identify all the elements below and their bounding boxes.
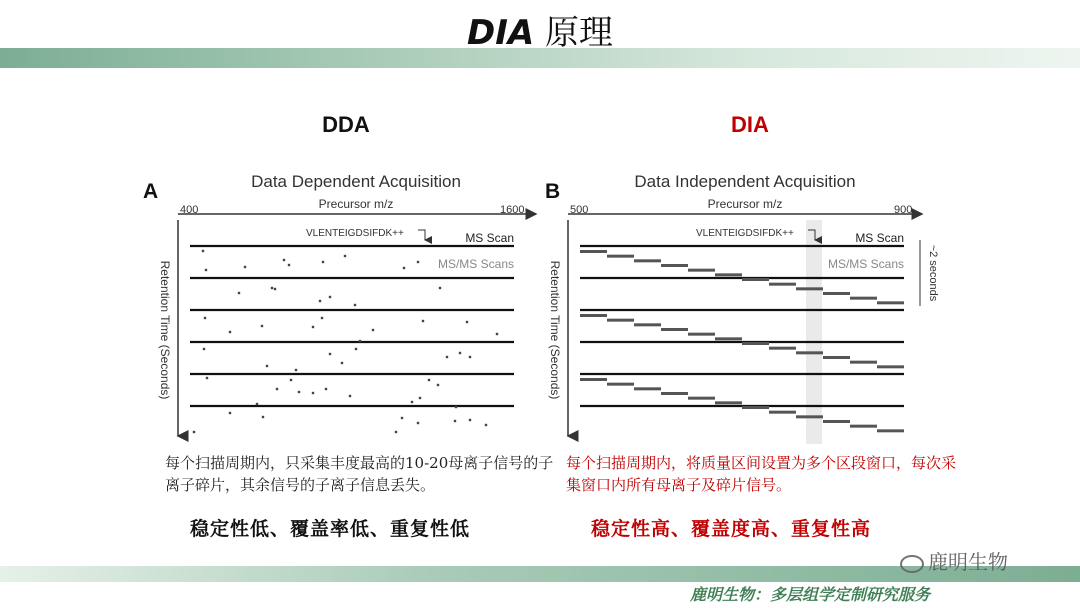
watermark-text: 鹿明生物: [928, 550, 1008, 574]
dda-axis-min: 400: [180, 204, 199, 216]
msms-dot: [205, 269, 207, 271]
msms-dot: [428, 379, 430, 381]
isolation-window: [823, 420, 850, 423]
dia-axis-max: 900: [894, 204, 913, 216]
msms-dot: [266, 365, 268, 367]
dia-figure-title: Data Independent Acquisition: [634, 172, 856, 191]
msms-dot: [401, 417, 403, 419]
isolation-window: [661, 328, 688, 331]
msms-dot: [321, 317, 323, 319]
msms-dot: [274, 288, 276, 290]
isolation-window: [661, 392, 688, 395]
dda-summary: 稳定性低、覆盖率低、重复性低: [190, 518, 471, 540]
watermark: [900, 546, 1008, 575]
isolation-window: [796, 287, 823, 290]
msms-dot: [417, 422, 419, 424]
isolation-window: [850, 361, 877, 364]
dia-heading: DIA: [731, 112, 769, 137]
dda-axis-max: 1600: [500, 204, 525, 216]
msms-dot: [283, 259, 285, 261]
panel-a-letter: A: [143, 180, 159, 203]
dia-axis-label: Precursor m/z: [707, 197, 783, 211]
msms-dot: [411, 401, 413, 403]
dia-msms-label: MS/MS Scans: [827, 257, 904, 271]
dda-description: 每个扫描周期内，只采集丰度最高的10-20母离子信号的子离子碎片，其余信号的子离子信息丢失。: [165, 454, 554, 494]
isolation-window: [607, 319, 634, 322]
msms-dot: [466, 321, 468, 323]
isolation-window: [688, 269, 715, 272]
msms-dot: [355, 348, 357, 350]
msms-dot: [288, 264, 290, 266]
isolation-window: [769, 283, 796, 286]
isolation-window: [877, 429, 904, 432]
isolation-window: [823, 356, 850, 359]
dia-highlight-window: [806, 220, 822, 444]
msms-dot: [229, 412, 231, 414]
isolation-window: [580, 314, 607, 317]
isolation-window: [634, 259, 661, 262]
msms-dot: [496, 333, 498, 335]
msms-dot: [446, 356, 448, 358]
msms-dot: [319, 300, 321, 302]
dia-time-label: Retention Time (Seconds): [548, 260, 562, 400]
isolation-window: [742, 278, 769, 281]
dia-peptide-label: VLENTEIGDSIFDK++: [696, 228, 794, 239]
msms-dot: [322, 261, 324, 263]
dia-ms-scan-label: MS Scan: [855, 231, 904, 245]
dia-figure: [548, 172, 939, 444]
msms-dot: [276, 388, 278, 390]
slide-title-cn: 原理: [545, 13, 613, 53]
msms-dot: [372, 329, 374, 331]
dia-cycle-label: ~2 seconds: [927, 244, 939, 302]
msms-dot: [344, 255, 346, 257]
isolation-window: [580, 378, 607, 381]
msms-dot: [202, 250, 204, 252]
msms-dot: [206, 377, 208, 379]
msms-dot: [454, 420, 456, 422]
msms-dot: [238, 292, 240, 294]
msms-dot: [439, 287, 441, 289]
isolation-window: [877, 301, 904, 304]
isolation-window: [796, 415, 823, 418]
msms-dot: [256, 403, 258, 405]
isolation-window: [715, 337, 742, 340]
msms-dot: [469, 419, 471, 421]
dda-peptide-pointer: [418, 230, 425, 240]
dia-summary: 稳定性高、覆盖度高、重复性高: [591, 518, 872, 540]
dda-figure: [158, 172, 536, 436]
isolation-window: [634, 387, 661, 390]
msms-dot: [295, 369, 297, 371]
msms-dot: [395, 431, 397, 433]
isolation-window: [607, 255, 634, 258]
isolation-window: [688, 397, 715, 400]
msms-dot: [359, 340, 361, 342]
slide-title-en: DIA: [467, 13, 535, 53]
msms-dot: [349, 395, 351, 397]
msms-dot: [262, 416, 264, 418]
msms-dot: [485, 424, 487, 426]
dda-ms-scan-label: MS Scan: [465, 231, 514, 245]
dda-time-label: Retention Time (Seconds): [158, 260, 172, 400]
isolation-window: [796, 351, 823, 354]
msms-dot: [204, 317, 206, 319]
isolation-window: [823, 292, 850, 295]
msms-dot: [312, 392, 314, 394]
isolation-window: [742, 342, 769, 345]
msms-dot: [459, 352, 461, 354]
isolation-window: [715, 401, 742, 404]
msms-dot: [329, 353, 331, 355]
msms-dot: [271, 287, 273, 289]
isolation-window: [742, 406, 769, 409]
msms-dot: [417, 261, 419, 263]
isolation-window: [877, 365, 904, 368]
isolation-window: [769, 347, 796, 350]
dda-peptide-label: VLENTEIGDSIFDK++: [306, 228, 404, 239]
isolation-window: [715, 273, 742, 276]
msms-dot: [325, 388, 327, 390]
dda-figure-title: Data Dependent Acquisition: [251, 172, 461, 191]
isolation-window: [607, 383, 634, 386]
isolation-window: [580, 250, 607, 253]
isolation-window: [661, 264, 688, 267]
wechat-icon: [900, 555, 924, 573]
isolation-window: [688, 333, 715, 336]
dda-msms-label: MS/MS Scans: [437, 257, 514, 271]
msms-dot: [312, 326, 314, 328]
msms-dot: [469, 356, 471, 358]
msms-dot: [261, 325, 263, 327]
msms-dot: [437, 384, 439, 386]
msms-dot: [354, 304, 356, 306]
footer-tagline: 鹿明生物：多层组学定制研究服务: [690, 585, 931, 604]
msms-dot: [290, 379, 292, 381]
dia-axis-min: 500: [570, 204, 589, 216]
msms-dot: [419, 397, 421, 399]
msms-dot: [193, 431, 195, 433]
msms-dot: [341, 362, 343, 364]
msms-dot: [403, 267, 405, 269]
msms-dot: [329, 296, 331, 298]
msms-dot: [229, 331, 231, 333]
panel-b-letter: B: [545, 180, 561, 203]
dia-description: 每个扫描周期内，将质量区间设置为多个区段窗口，每次采集窗口内所有母离子及碎片信号。: [566, 454, 957, 494]
msms-dot: [244, 266, 246, 268]
dda-heading: DDA: [322, 112, 370, 137]
msms-dot: [203, 348, 205, 350]
dda-axis-label: Precursor m/z: [318, 197, 394, 211]
isolation-window: [850, 297, 877, 300]
msms-dot: [455, 406, 457, 408]
msms-dot: [422, 320, 424, 322]
msms-dot: [298, 391, 300, 393]
isolation-window: [634, 323, 661, 326]
isolation-window: [769, 411, 796, 414]
isolation-window: [850, 425, 877, 428]
